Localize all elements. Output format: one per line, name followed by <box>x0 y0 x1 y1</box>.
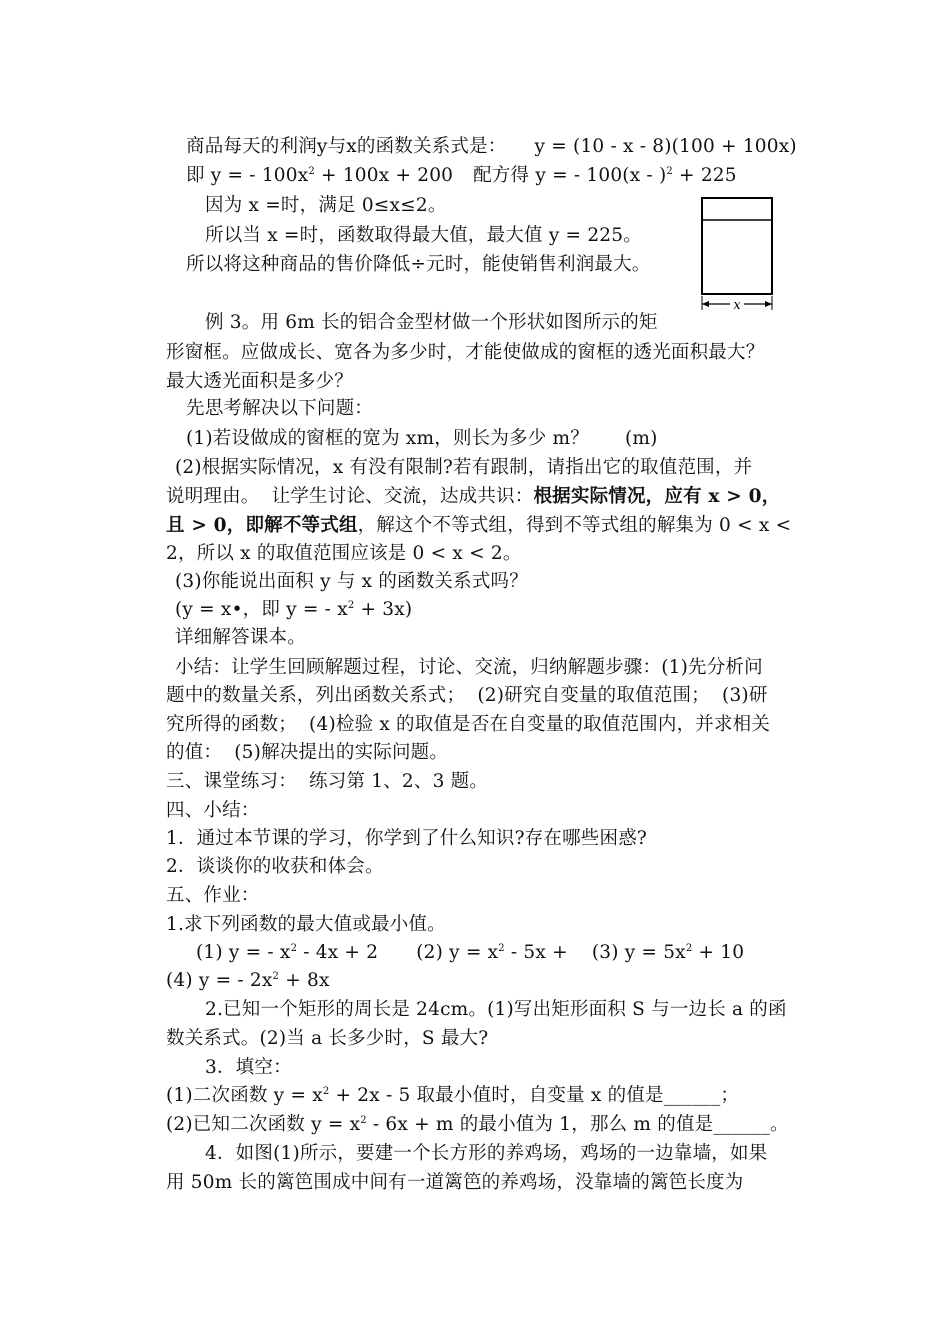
homework-3-item-1 <box>166 1083 739 1109</box>
summary-line-2: 题中的数量关系，列出函数关系式； (2)研究自变量的取值范围； (3)研 <box>166 685 768 706</box>
homework-4-line-2: 用 50m 长的篱笆围成中间有一道篱笆的养鸡场，没靠墙的篱笆长度为 <box>166 1172 744 1193</box>
exponent: 2 <box>322 1086 330 1097</box>
formula: 0≤x≤2 <box>361 195 428 216</box>
text: (2)已知二次函数 y = x <box>166 1114 361 1135</box>
profit-line-1 <box>186 134 797 160</box>
example3-line-4: 先思考解决以下问题： <box>186 398 374 419</box>
formula: + 100x + 200 <box>314 165 454 186</box>
window-frame-diagram <box>700 196 774 322</box>
formula: (y = x•，即 y = - x <box>175 599 348 620</box>
profit-line-3 <box>205 193 447 219</box>
question-2-line-2 <box>166 484 780 510</box>
arrow-right-icon <box>765 301 772 307</box>
text: 因为 <box>205 195 243 216</box>
section-5-heading: 五、作业： <box>166 885 260 906</box>
formula: x = <box>267 225 300 246</box>
formula: + 225 <box>672 165 737 186</box>
profit-line-4 <box>205 223 642 249</box>
formula: y = - 100(x - ) <box>535 165 667 186</box>
example3-line-2: 形窗框。应做成长、宽各为多少时，才能使做成的窗框的透光面积最大？ <box>166 342 765 363</box>
text: + 2x - 5 取最小值时，自变量 x 的值是______； <box>329 1085 740 1106</box>
question-2-line-1: (2)根据实际情况，x 有没有限制?若有跟制，请指出它的取值范围，并 <box>175 457 753 478</box>
text: 。 <box>427 195 447 216</box>
var-y: y <box>316 136 328 157</box>
var-x: x <box>346 136 357 157</box>
formula: + 3x) <box>354 599 413 620</box>
question-2-line-4: 2，所以 x 的取值范围应该是 0 < x < 2。 <box>166 543 522 564</box>
homework-1-part-4 <box>166 968 330 994</box>
text: 与 <box>327 136 347 157</box>
homework-2-line-2: 数关系式。(2)当 a 长多少时，S 最大? <box>166 1028 489 1049</box>
formula: y = - 100x <box>210 165 309 186</box>
question-3-answer <box>175 597 412 623</box>
text: 时，满足 <box>280 195 356 216</box>
exponent: 2 <box>666 166 673 177</box>
formula: x = <box>248 195 281 216</box>
part-3: + 10 <box>692 942 745 963</box>
homework-2-line-1: 2.已知一个矩形的周长是 24cm。(1)写出矩形面积 S 与一边长 a 的函 <box>205 999 787 1020</box>
homework-3-item-2 <box>166 1112 789 1138</box>
text: 时，函数取得最大值，最大值 <box>299 225 543 246</box>
part-2: - 5x + <box>504 942 568 963</box>
arrow-left-icon <box>702 301 709 307</box>
summary-line-4: 的值： (5)解决提出的实际问题。 <box>166 742 449 763</box>
exponent: 2 <box>347 600 355 611</box>
example3-line-3: 最大透光面积是多少？ <box>166 371 354 392</box>
section-4-item-2: 2．谈谈你的收获和体会。 <box>166 856 384 877</box>
text: (1)若设做成的窗框的宽为 xm，则长为多少 m？ <box>186 428 589 449</box>
part-1: - 4x + 2 <box>297 942 379 963</box>
detail-note: 详细解答课本。 <box>175 627 306 648</box>
question-2-line-3 <box>166 513 791 539</box>
section-4-heading: 四、小结： <box>166 800 260 821</box>
profit-line-2 <box>186 163 737 189</box>
text: 说明理由。 让学生讨论、交流，达成共识： <box>166 486 534 507</box>
answer: (m) <box>625 428 658 449</box>
homework-3-heading: 3．填空： <box>205 1057 292 1078</box>
homework-1: 1.求下列函数的最大值或最小值。 <box>166 914 446 935</box>
bold-text: 且 > 0，即解不等式组 <box>166 515 358 536</box>
section-3-heading: 三、课堂练习： 练习第 1、2、3 题。 <box>166 771 489 792</box>
part-4: (4) y = - 2x <box>166 970 273 991</box>
homework-4-line-1: 4．如图(1)所示，要建一个长方形的养鸡场，鸡场的一边靠墙，如果 <box>205 1143 768 1164</box>
exponent: 2 <box>308 166 315 177</box>
part-4: + 8x <box>279 970 330 991</box>
summary-line-3: 究所得的函数； (4)检验 x 的取值是否在自变量的取值范围内，并求相关 <box>166 714 771 735</box>
window-outer-frame <box>702 198 772 294</box>
exponent: 2 <box>498 943 505 954</box>
profit-line-5: 所以将这种商品的售价降低÷元时，能使销售利润最大。 <box>186 254 651 275</box>
text: (1)二次函数 y = x <box>166 1085 323 1106</box>
exponent: 2 <box>290 943 298 954</box>
text: 即 <box>186 165 205 186</box>
text: 所以当 <box>205 225 262 246</box>
homework-1-parts <box>196 940 744 966</box>
text: ，解这个不等式组，得到不等式组的解集为 0 < x < <box>357 515 792 536</box>
bold-text: 根据实际情况，应有 x > 0， <box>533 486 781 507</box>
exponent: 2 <box>360 1115 367 1126</box>
formula: y = 225 <box>548 225 624 246</box>
text: 配方得 <box>473 165 530 186</box>
part-1: (1) y = - x <box>196 942 291 963</box>
section-4-item-1: 1．通过本节课的学习，你学到了什么知识?存在哪些困惑? <box>166 828 648 849</box>
text: 商品每天的利润 <box>186 136 317 157</box>
part-2: (2) y = x <box>416 942 499 963</box>
summary-line-1: 小结：让学生回顾解题过程，讨论、交流，归纳解题步骤：(1)先分析问 <box>175 657 763 678</box>
question-1 <box>186 426 658 452</box>
profit-formula: y = (10 - x - 8)(100 + 100x) <box>534 136 797 157</box>
example3-line-1: 例 3。用 6m 长的铝合金型材做一个形状如图所示的矩 <box>205 312 658 333</box>
part-3: (3) y = 5x <box>591 942 686 963</box>
exponent: 2 <box>272 971 280 982</box>
exponent: 2 <box>685 943 693 954</box>
width-label: x <box>733 298 741 313</box>
text: 的函数关系式是： <box>356 136 507 157</box>
text: - 6x + m 的最小值为 1，那么 m 的值是______。 <box>366 1114 789 1135</box>
text: 。 <box>623 225 642 246</box>
question-3: (3)你能说出面积 y 与 x 的函数关系式吗？ <box>175 571 528 592</box>
